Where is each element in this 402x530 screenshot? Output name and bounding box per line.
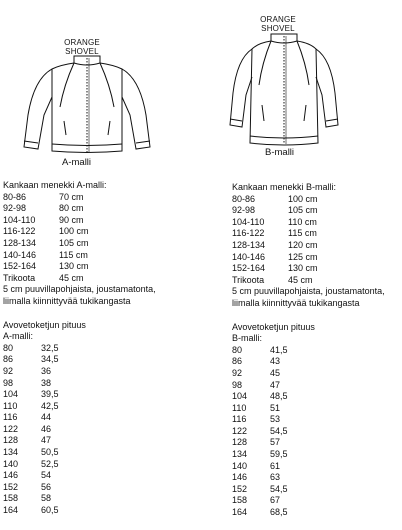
zip-subtitle-b: B-malli: xyxy=(232,333,263,344)
table-row: 116 44 xyxy=(3,412,52,423)
table-row: 152-164 130 cm xyxy=(232,263,318,274)
interfacing-note-b-2: liimalla kiinnittyvää tukikangasta xyxy=(232,297,360,308)
table-row: 140-146 125 cm xyxy=(232,251,318,262)
table-row: 152 56 xyxy=(3,481,52,492)
table-row: 140-146 115 cm xyxy=(3,249,88,260)
table-row: 86 43 xyxy=(232,356,281,367)
table-row: 122 46 xyxy=(3,423,52,434)
zip-table-a xyxy=(3,343,156,517)
table-row: 116-122 100 cm xyxy=(3,226,89,237)
jacket-b-illustration xyxy=(228,33,340,151)
table-row: 146 54 xyxy=(3,470,52,481)
table-row: 104-110 90 cm xyxy=(3,214,84,225)
table-row: 92-98 80 cm xyxy=(3,203,84,214)
table-row: 80-86 70 cm xyxy=(3,191,84,202)
table-row: 140 52,5 xyxy=(3,458,59,469)
interfacing-note-a-2: liimalla kiinnittyvää tukikangasta xyxy=(3,295,131,306)
table-row: 128 57 xyxy=(232,437,281,448)
model-b-label: B-malli xyxy=(265,147,295,158)
table-row: 140 61 xyxy=(232,460,281,471)
model-a-column xyxy=(3,180,156,517)
table-row: Trikoota 45 cm xyxy=(3,272,84,283)
table-row: 164 68,5 xyxy=(232,507,288,518)
table-row: 128-134 105 cm xyxy=(3,237,89,248)
table-row: 104 48,5 xyxy=(232,391,288,402)
zip-title-b: Avovetoketjun pituus xyxy=(232,321,315,332)
jacket-a-illustration xyxy=(22,55,152,160)
table-row: Trikoota 45 cm xyxy=(232,274,313,285)
table-row: 152 54,5 xyxy=(232,483,288,494)
table-row: 158 58 xyxy=(3,493,52,504)
table-row: 86 34,5 xyxy=(3,354,59,365)
brand-label-a: ORANGE SHOVEL xyxy=(64,38,100,56)
table-row: 92-98 105 cm xyxy=(232,205,318,216)
table-row: 104-110 110 cm xyxy=(232,216,317,227)
fabric-table-b xyxy=(232,194,385,287)
table-row: 110 51 xyxy=(232,402,281,413)
table-row: 146 63 xyxy=(232,472,281,483)
fabric-title-b: Kankaan menekki B-malli: xyxy=(232,182,337,192)
table-row: 116-122 115 cm xyxy=(232,228,317,239)
table-row: 80 32,5 xyxy=(3,342,59,353)
table-row: 152-164 130 cm xyxy=(3,261,89,272)
brand-label-b: ORANGE SHOVEL xyxy=(260,15,296,33)
interfacing-note-b: 5 cm puuvillapohjaista, joustamatonta, xyxy=(232,286,385,297)
table-row: 98 38 xyxy=(3,377,52,388)
zip-table-b xyxy=(232,345,385,519)
table-row: 128-134 120 cm xyxy=(232,239,318,250)
table-row: 158 67 xyxy=(232,495,281,506)
zip-title-a: Avovetoketjun pituus xyxy=(3,319,86,330)
table-row: 92 45 xyxy=(232,367,281,378)
table-row: 116 53 xyxy=(232,414,281,425)
table-row: 134 50,5 xyxy=(3,447,59,458)
model-b-column xyxy=(232,182,385,519)
table-row: 92 36 xyxy=(3,365,52,376)
table-row: 164 60,5 xyxy=(3,505,59,516)
zip-subtitle-a: A-malli: xyxy=(3,331,34,342)
interfacing-note-a: 5 cm puuvillapohjaista, joustamatonta, xyxy=(3,284,156,295)
table-row: 110 42,5 xyxy=(3,400,59,411)
table-row: 122 54,5 xyxy=(232,425,288,436)
table-row: 104 39,5 xyxy=(3,389,59,400)
model-a-label: A-malli xyxy=(62,157,92,168)
fabric-table-a xyxy=(3,192,156,285)
table-row: 80-86 100 cm xyxy=(232,193,318,204)
table-row: 134 59,5 xyxy=(232,449,288,460)
table-row: 128 47 xyxy=(3,435,52,446)
table-row: 80 41,5 xyxy=(232,344,288,355)
table-row: 98 47 xyxy=(232,379,281,390)
fabric-title-a: Kankaan menekki A-malli: xyxy=(3,180,107,190)
